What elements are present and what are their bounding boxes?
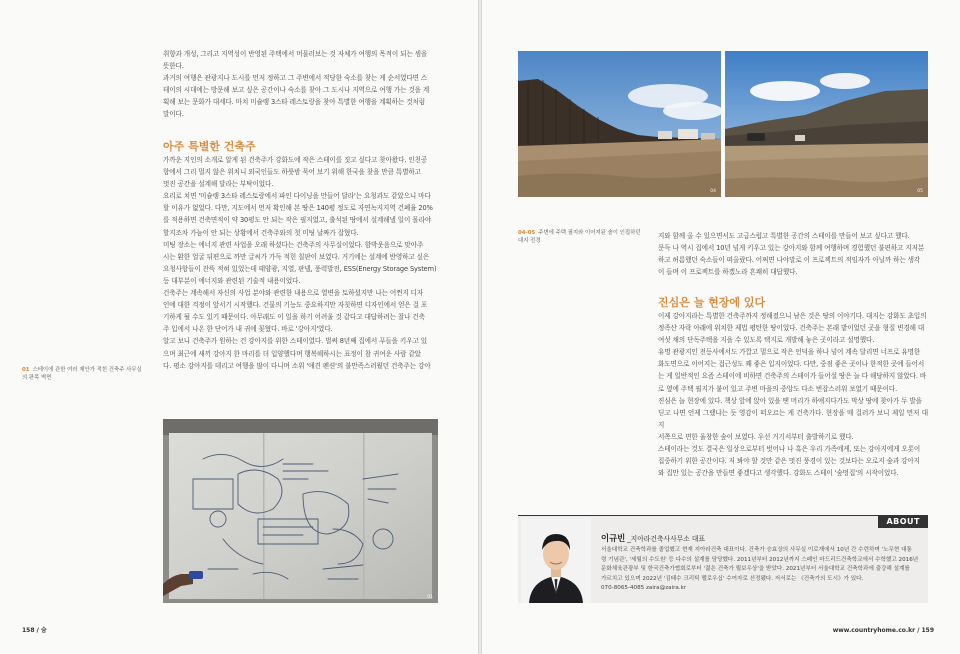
caption-number: 01	[22, 367, 30, 373]
text-line: 진심은 늘 현장에 있다. 책상 앞에 앉아 있을 땐 머리가 하얘지다가도 막상 땅에 찾아가 두 발을	[658, 396, 922, 405]
author-title: _지아라건축사사무소 대표	[627, 535, 706, 543]
text-line: 뜻한다.	[163, 62, 184, 71]
author-bio	[601, 546, 919, 594]
text-line: 할 이유가 없었다. 다만, 지도에서 먼저 확인해 본 땅은 140평 정도로 자연녹지지역 건폐율 20%	[163, 204, 433, 213]
text-line: 는 게 일반적인 요즘 스테이에 비하면 건축주의 스테이가 들어설 땅은 늘 다 해당하지 않았다. 바	[658, 372, 927, 381]
author-name: 이규빈	[601, 533, 626, 543]
text-line: 하고 허름했던 숙소들이 떠올랐다. 어쩌면 나야말로 이 프로젝트의 적임자가 아닐까 하는 생각	[658, 256, 921, 265]
text-line: 주 입에서 나온 한 단어가 내 귀에 꽂혔다. 바로 '강아지'였다.	[163, 325, 333, 334]
text-line: 가까운 지인의 소개로 알게 된 건축주가 강화도에 작은 스테이를 짓고 싶다고 찾아왔다. 인천공	[163, 156, 428, 164]
whiteboard-photo	[163, 419, 438, 603]
site-image-2	[725, 51, 928, 197]
section-heading: 아주 특별한 건축주	[163, 140, 256, 153]
text-line: 스테이라는 것도 결국은 일상으로부터 벗어나 나 혹은 우리 가족에게, 또는 강아지에게 오롯이	[658, 445, 921, 454]
caption-text: 주변에 주택 필지와 이어져된 솔이 인접하던 대지 전경	[518, 230, 641, 244]
text-line: 지와 함께 올 수 있으면서도 고급스럽고 특별한 공간의 스테이를 만들어 보고 싶다고 했다.	[658, 232, 910, 240]
text-line: 서쪽으로 면한 울창한 숲이 보였다. 우선 거기서부터 출발하기로 했다.	[658, 432, 854, 441]
text-line: 으며 최근에 새끼 강아지 한 마리를 더 입양했다며 행복해하시는 표정이 참 귀여운 사람 같았	[163, 349, 421, 358]
author-name-line	[601, 532, 705, 544]
section-heading: 진심은 늘 현장에 있다	[658, 296, 766, 309]
text-line: 항에서 그리 멀지 않은 위치니 외국인들도 하룻밤 묵어 보기 위해 한국을 찾을 만큼 특별하고	[163, 168, 421, 177]
right-page	[482, 0, 960, 654]
bio-line: 서울대학교 건축학과를 졸업했고 현재 지아라건축 대표이다. 건축가 승효상의 사무실 이로재에서 10년 간 수련하며 '노무현 대통	[601, 547, 912, 553]
text-line: 인에 대한 걱정이 앞서기 시작했다. 건물의 기능도 중요하지만 자칫하면 디자인에서 얻은 걸 포	[163, 301, 428, 310]
text-line: 멋진 공간을 설계해 달라는 부탁이었다.	[163, 180, 274, 189]
text-line: 다. 평소 강아지를 데리고 여행을 많이 다니며 소위 '애견 펜션'의 불만족스러웠던 건축주는 강아	[163, 361, 431, 370]
left-page	[0, 0, 478, 654]
text-line: 시는 환한 얼굴 뒤편으로 까만 글씨가 가득 적힌 칠판이 보였다. 거기에는 설계에 반영하고 싶은	[163, 252, 430, 261]
caption-text: 스테이에 관한 여러 제안가 적힌 건축주 사무실의 판목 벽면	[22, 367, 142, 381]
continuation-text	[658, 230, 928, 278]
site-photo-right	[725, 51, 928, 197]
text-line: 이 들며 이 프로젝트를 하겠노라 흔쾌히 대답했다.	[658, 268, 798, 277]
text-line: 기하게 될 수도 있기 때문이다. 아무래도 이 일을 하기 어려울 것 같다고 대답하려는 찰나 건축	[163, 313, 425, 322]
body-text	[658, 310, 928, 479]
text-line: 테이의 시대에는 방문해 보고 싶은 공간이나 숙소를 찾아 그 도시나 지역으로 여행 가는 것을 계	[163, 86, 430, 95]
author-portrait	[521, 518, 591, 603]
text-line: 와 집만 있는 공간을 만들면 좋겠다고 생각했다. 강화도 스테이 '숲멍집'의 시작이었다.	[658, 469, 899, 478]
text-line: 딛고 나면 언제 그랬냐는 듯 영감이 떠오르는 게 건축가다. 현장을 매 걸러가 보니 제일 먼저 대지	[658, 408, 928, 429]
text-line: 집중하기 위한 공간이다. 저 봐야 할 것만 같은 멋진 풍경이 있는 것보다는 오로지 숲과 강아지	[658, 457, 920, 466]
text-line: 건축주는 계속해서 자신의 사업 분야와 관련한 내용으로 열변을 토하셨지만 나는 어쩐지 디자	[163, 289, 424, 298]
portrait-image	[521, 518, 591, 603]
about-box	[518, 515, 928, 603]
photo-number: 05	[917, 189, 923, 194]
photo-caption	[22, 367, 142, 382]
photo-number: 01	[427, 595, 433, 600]
about-label: ABOUT	[878, 515, 928, 528]
page-number-right: www.countryhome.co.kr / 159	[832, 627, 934, 634]
text-line: 획해 보는 문화가 대세다. 마치 미슐랭 3스타 레스토랑을 찾아 특별한 여행을 계획하는 것처럼	[163, 98, 426, 107]
site-photo-left	[518, 51, 721, 197]
page-number-left: 158 / 숨	[22, 627, 47, 634]
bio-line: 령 기념관', '세월의 수도원' 등 다수의 설계를 담당했다. 2011년부터 2012년까지 스페인 마드리드건축학교에서 수학했고 2016년	[601, 556, 919, 563]
text-line: 화도면으로 이어지는 접근성도 꽤 좋은 입지이었다. 다만, 중점 좋은 곳이나 한적한 곳에 들어서	[658, 360, 925, 369]
text-line: 과거의 여행은 관광지나 도시를 먼저 정하고 그 주변에서 적당한 숙소를 찾는 게 순서였다면 스	[163, 74, 428, 83]
bio-line: 가르치고 있으며 2022년 '김태수 크리틱 펠로우십' 수여자로 선정됐다. 저서로는 《건축가의 도시》가 있다.	[601, 575, 864, 582]
text-line: 요청사항들이 잔뜩 적혀 있었는데 태양광, 지열, 판넬, 풍력발전, ESS(Energy Storage System)	[163, 264, 437, 273]
text-line: 요리로 치면 '미슐랭 3스타 레스토랑에서 파인 다이닝을 만들어 달라'는 요청과도 같았으니 마다	[163, 192, 431, 201]
text-line: 유명 관광지인 전등사에서도 가깝고 멀으로 작은 언덕을 하나 넘어 계속 달리면 너프로 유명한	[658, 348, 921, 357]
text-line: 알고 보니 건축주가 원하는 건 강아지를 위한 스테이였다. 벌써 8년째 집에서 푸들을 키우고 있	[163, 337, 428, 346]
photo-number: 04	[710, 189, 716, 194]
body-text	[163, 154, 438, 372]
intro-text	[163, 48, 438, 121]
bio-line: 문화체육관광부 및 한국건축가협회로부터 '젊은 건축가 뭘보우상'을 받았다. 2021년부터 서울대학교 건축학과에 출강해 설계를	[601, 566, 910, 573]
text-line: 말이다.	[163, 110, 184, 119]
text-line: 문득 나 역시 집에서 10년 넘게 키우고 있는 강아지와 함께 여행하며 경험했던 불편하고 지저분	[658, 244, 925, 253]
text-line: 등 대부분이 에너지와 관련된 기술적 내용이었다.	[163, 276, 301, 285]
text-line: 할지조차 가늠이 안 되는 상황에서 건축주와의 첫 미팅 날짜가 잡혔다.	[163, 228, 359, 237]
text-line: 를 적용하면 건축면적이 약 30평도 안 되는 작은 필지였고, 출석된 땅에서 설계해낼 일이 몰라야	[163, 216, 432, 225]
author-contact: 070-8065-4085 zaira@zaira.kr	[601, 585, 687, 592]
text-line: 여섯 채의 단독주택을 지을 수 있도록 택지로 개발해 놓은 곳이라고 설명했다.	[658, 336, 875, 345]
text-line: 이제 강아지라는 특별한 건축주까지 정해졌으니 남은 것은 땅의 이야기다. 대지는 강화도 초입의	[658, 312, 927, 320]
text-line: 미팅 장소는 에너지 관련 사업을 오래 하셨다는 건축주의 사무실이었다. 함박웃음으로 맞아주	[163, 240, 424, 249]
text-line: 정족산 자락 아래에 위치한 제법 평탄한 땅이었다. 건축주는 본래 밭이었던 곳을 형질 변경해 대	[658, 324, 925, 333]
text-line: 취향과 개성, 그리고 지역성이 반영된 주택에서 머물러보는 것 자체가 여행의 목적이 되는 셈을	[163, 50, 428, 58]
whiteboard-image	[163, 419, 438, 603]
caption-number: 04-05	[518, 230, 536, 236]
text-line: 로 옆에 주택 필지가 붙어 있고 주변 마을의 중앙도 다소 번잡스러워 보였기 때문이다.	[658, 384, 898, 393]
photo-caption	[518, 230, 643, 245]
site-image-1	[518, 51, 721, 197]
